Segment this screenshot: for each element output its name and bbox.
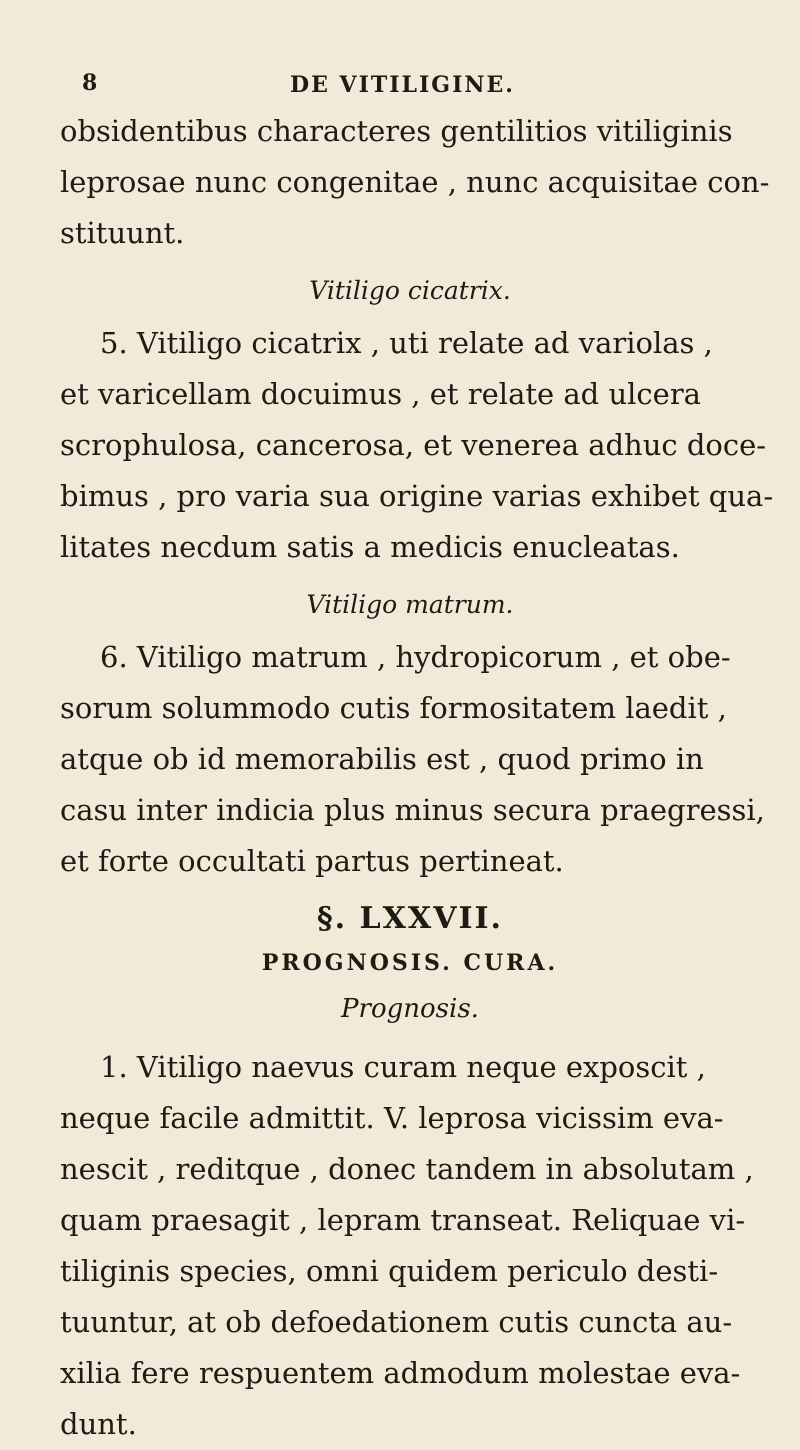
text-line: xilia fere respuentem admodum molestae eva- <box>60 1356 741 1390</box>
page-header <box>60 70 760 106</box>
text-line: stituunt. <box>60 216 185 250</box>
text-line: 1. Vitiligo naevus curam neque exposcit , <box>100 1050 706 1084</box>
text-line: leprosae nunc congenitae , nunc acquisitae con- <box>60 165 770 199</box>
text-line: et forte occultati partus pertineat. <box>60 844 564 878</box>
text-line: dunt. <box>60 1407 137 1441</box>
text-line: 6. Vitiligo matrum , hydropicorum , et obe- <box>100 640 731 674</box>
text-line: neque facile admittit. V. leprosa vicissim eva- <box>60 1101 724 1135</box>
text-line: atque ob id memorabilis est , quod primo in <box>60 742 704 776</box>
paragraph-1 <box>60 1042 760 1450</box>
text-line: quam praesagit , lepram transeat. Reliquae vi- <box>60 1203 746 1237</box>
subheading-cicatrix: Vitiligo cicatrix. <box>309 276 511 305</box>
text-line: tuuntur, at ob defoedationem cutis cuncta au- <box>60 1305 733 1339</box>
running-title: DE VITILIGINE. <box>290 72 515 98</box>
text-line: nescit , reditque , donec tandem in absolutam , <box>60 1152 754 1186</box>
text-line: scrophulosa, cancerosa, et venerea adhuc doce- <box>60 428 767 462</box>
text-line: 5. Vitiligo cicatrix , uti relate ad variolas , <box>100 326 713 360</box>
text-line: sorum solummodo cutis formositatem laedit , <box>60 691 727 725</box>
text-line: et varicellam docuimus , et relate ad ulcera <box>60 377 701 411</box>
page-number: 8 <box>82 70 99 96</box>
text-line: casu inter indicia plus minus secura praegressi, <box>60 793 765 827</box>
paragraph-continued <box>60 106 770 259</box>
prognosis-heading: Prognosis. <box>341 994 479 1024</box>
page <box>60 70 774 1450</box>
paragraph-5 <box>60 318 774 573</box>
section-subtitle: PROGNOSIS. CURA. <box>261 950 559 976</box>
paragraph-6 <box>60 632 765 887</box>
subheading-matrum: Vitiligo matrum. <box>306 590 514 619</box>
text-line: bimus , pro varia sua origine varias exhibet qua- <box>60 479 774 513</box>
text-line: litates necdum satis a medicis enucleatas. <box>60 530 680 564</box>
text-line: tiliginis species, omni quidem periculo desti- <box>60 1254 719 1288</box>
section-number: §. LXXVII. <box>316 901 503 936</box>
text-line: obsidentibus characteres gentilitios vitiliginis <box>60 114 733 148</box>
